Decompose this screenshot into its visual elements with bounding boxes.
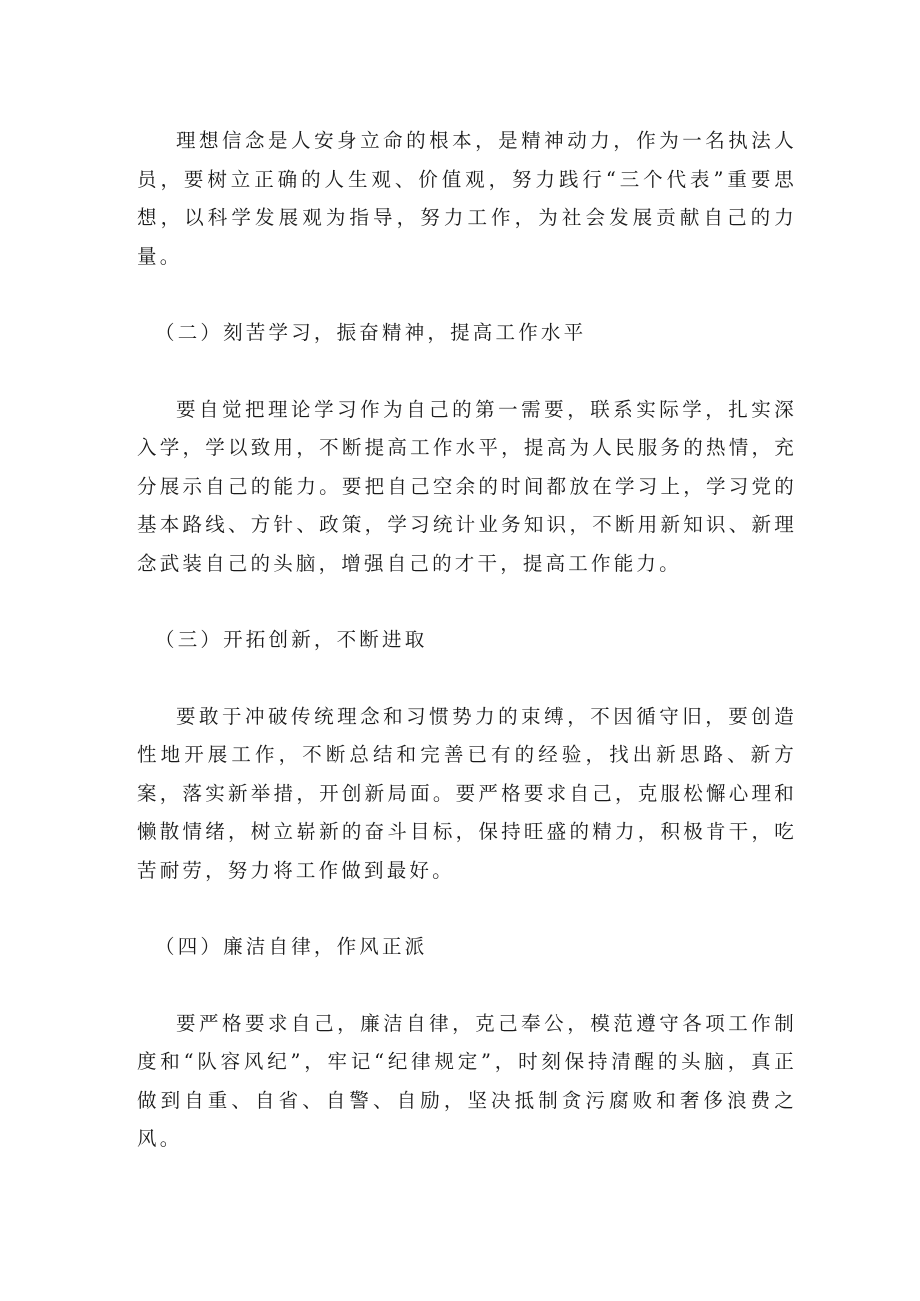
paragraph-spacer (137, 583, 797, 621)
section-heading-integrity: （四）廉洁自律，作风正派 (155, 935, 428, 958)
paragraph-spacer (137, 276, 797, 314)
paragraph-study: 要自觉把理论学习作为自己的第一需要，联系实际学，扎实深入学，学以致用，不断提高工作水平，提高为人民服务的热情，充分展示自己的能力。要把自己空余的时间都放在学习上，学习党的基本路线、方针、政策，学习统计业务知识，不断用新知识、新理念武装自己的头脑，增强自己的才干，提高工作能力。 (137, 397, 797, 575)
paragraph-innovation: 要敢于冲破传统理念和习惯势力的束缚，不因循守旧，要创造性地开展工作，不断总结和完善已有的经验，找出新思路、新方案，落实新举措，开创新局面。要严格要求自己，克服松懈心理和懒散情绪，树立崭新的奋斗目标，保持旺盛的精力，积极肯干，吃苦耐劳，努力将工作做到最好。 (137, 704, 797, 882)
paragraph-spacer (137, 353, 797, 391)
paragraph-spacer (137, 890, 797, 928)
paragraph-spacer (137, 967, 797, 1005)
paragraph-integrity: 要严格要求自己，廉洁自律，克己奉公，模范遵守各项工作制度和“队容风纪”，牢记“纪律规定”，时刻保持清醒的头脑，真正做到自重、自省、自警、自励，坚决抵制贪污腐败和奢侈浪费之风。 (137, 1011, 797, 1150)
paragraph-ideals: 理想信念是人安身立命的根本，是精神动力，作为一名执法人员，要树立正确的人生观、价值观，努力践行“三个代表”重要思想，以科学发展观为指导，努力工作，为社会发展贡献自己的力量。 (137, 129, 797, 268)
paragraph-spacer (137, 660, 797, 698)
section-heading-study: （二）刻苦学习，振奋精神，提高工作水平 (155, 321, 587, 344)
document-body (137, 122, 797, 1159)
section-heading-innovation: （三）开拓创新，不断进取 (155, 628, 428, 651)
